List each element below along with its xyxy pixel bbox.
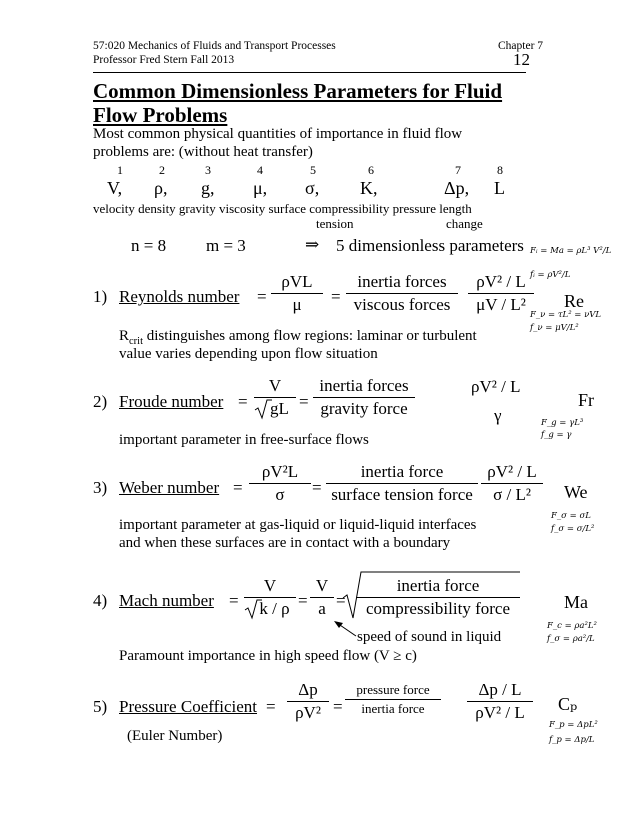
ma-name: Mach number xyxy=(119,591,214,610)
cp-frac1 xyxy=(287,680,329,723)
cp-name: Pressure Coefficient xyxy=(119,697,258,716)
ma-f2-num: V xyxy=(310,576,334,598)
fr-f3-den: γ xyxy=(494,406,502,425)
side-inertia-a: Fᵢ = Ma = ρL³ V²/L xyxy=(530,246,612,256)
ma-note1: Paramount importance in high speed flow (V ≥ c) xyxy=(119,648,417,664)
side-pressure-b: f_p = Δp/L xyxy=(549,735,595,745)
re-f3-num: ρV² / L xyxy=(468,272,534,294)
summary-n: n = 8 xyxy=(131,236,167,255)
re-f1-den: μ xyxy=(292,295,302,314)
qty-symbol: V, xyxy=(107,178,123,198)
re-note1: $R_{crit}$ distinguishes among flow regions: laminar or turbulent xyxy=(119,328,477,347)
qty-symbol: ρ, xyxy=(154,178,168,198)
qty-number: 7 xyxy=(455,163,461,177)
qty-symbol: σ, xyxy=(305,178,320,198)
we-note1: important parameter at gas-liquid or liquid-liquid interfaces xyxy=(119,517,477,533)
we-f1-num: ρV²L xyxy=(249,462,311,484)
ma-label: 4) xyxy=(93,591,108,610)
re-frac1 xyxy=(271,272,323,315)
qty-number: 2 xyxy=(159,163,165,177)
qty-number: 3 xyxy=(205,163,211,177)
side-comp-b: f_σ = ρa²/L xyxy=(547,634,595,644)
side-surface-a: F_σ = σL xyxy=(551,511,591,521)
implies-icon: ⇒ xyxy=(305,235,320,254)
we-f3-num: ρV² / L xyxy=(481,462,543,484)
qty-symbol: μ, xyxy=(253,178,268,198)
qty-number: 4 xyxy=(257,163,263,177)
cp-frac3 xyxy=(467,680,533,723)
cp-frac2 xyxy=(345,682,441,717)
cp-f3-num: Δp / L xyxy=(467,680,533,702)
qty-label-tension: tension xyxy=(316,216,354,231)
re-name: Reynolds number xyxy=(119,287,240,306)
ma-f3-den: compressibility force xyxy=(366,599,510,618)
fr-note1: important parameter in free-surface flows xyxy=(119,432,369,448)
we-name: Weber number xyxy=(119,478,220,497)
page-title-line1: Common Dimensionless Parameters for Fluid xyxy=(93,79,503,103)
we-f3-den: σ / L² xyxy=(493,485,531,504)
we-frac3 xyxy=(481,462,543,505)
cp-note1: (Euler Number) xyxy=(127,728,223,744)
we-label: 3) xyxy=(93,478,108,497)
cp-label: 5) xyxy=(93,697,108,716)
qty-symbol: Δp, xyxy=(444,178,470,198)
page-title-line2: Flow Problems xyxy=(93,103,228,127)
side-comp-a: F_c = ρa²L² xyxy=(547,621,597,631)
we-note2: and when these surfaces are in contact with a boundary xyxy=(119,535,451,551)
ma-f1-num: V xyxy=(244,576,296,598)
cp-f3-den: ρV² / L xyxy=(475,703,525,722)
ma-arrow-note: speed of sound in liquid xyxy=(357,629,502,645)
ma-frac3 xyxy=(356,576,520,619)
we-frac2 xyxy=(326,462,478,505)
qty-labels: velocity density gravity viscosity surface compressibility pressure length xyxy=(93,201,472,216)
course-title: 57:020 Mechanics of Fluids and Transport Processes xyxy=(93,40,336,52)
cp-equals: = xyxy=(266,697,276,716)
header-rule xyxy=(93,72,526,73)
chapter-label: Chapter 7 xyxy=(498,40,544,52)
cp-f1-num: Δp xyxy=(287,680,329,702)
re-f2-den: viscous forces xyxy=(353,295,451,314)
sqrt-icon xyxy=(244,598,264,620)
fr-name: Froude number xyxy=(119,392,224,411)
ma-f1-den: k / ρ xyxy=(259,599,290,618)
we-equals: = xyxy=(233,478,243,497)
fr-f1-num: V xyxy=(254,376,296,398)
ma-abbr: Ma xyxy=(564,592,588,612)
professor-line: Professor Fred Stern Fall 2013 xyxy=(93,54,235,66)
qty-symbol: L xyxy=(494,178,505,198)
qty-number: 8 xyxy=(497,163,503,177)
qty-symbol: g, xyxy=(201,178,215,198)
fr-f3-num: ρV² / L xyxy=(471,377,521,396)
re-equals: = xyxy=(257,287,267,306)
fr-f1-den: gL xyxy=(270,399,289,418)
cp-abbr: Cₚ xyxy=(558,694,578,714)
ma-f3-num: inertia force xyxy=(356,576,520,598)
re-label: 1) xyxy=(93,287,108,306)
summary-result: 5 dimensionless parameters xyxy=(336,236,524,255)
side-inertia-b: fᵢ = ρV²/L xyxy=(530,270,571,280)
cp-f2-num: pressure force xyxy=(345,682,441,700)
qty-label-change: change xyxy=(446,216,483,231)
intro-line1: Most common physical quantities of importance in fluid flow xyxy=(93,126,463,142)
cp-f2-den: inertia force xyxy=(361,701,425,716)
fr-abbr: Fr xyxy=(578,390,595,410)
page-number: 12 xyxy=(513,50,530,69)
re-frac3 xyxy=(468,272,534,315)
re-f2-num: inertia forces xyxy=(346,272,458,294)
side-viscous-b: f_ν = μV/L² xyxy=(530,323,579,333)
qty-number: 1 xyxy=(117,163,123,177)
side-gravity-b: f_g = γ xyxy=(541,430,572,440)
cp-f1-den: ρV² xyxy=(295,703,321,722)
side-surface-b: f_σ = σ/L² xyxy=(551,524,595,534)
side-viscous-a: F_ν = τL² = νVL xyxy=(530,310,602,320)
ma-frac2 xyxy=(310,576,334,619)
fr-frac2 xyxy=(313,376,415,419)
fr-label: 2) xyxy=(93,392,108,411)
fr-f2-num: inertia forces xyxy=(313,376,415,398)
we-f2-den: surface tension force xyxy=(331,485,473,504)
we-frac1 xyxy=(249,462,311,505)
qty-number: 6 xyxy=(368,163,374,177)
re-f3-den: μV / L² xyxy=(476,295,526,314)
sqrt-icon xyxy=(254,398,274,420)
side-gravity-a: F_g = γL³ xyxy=(541,418,584,428)
fr-equals: = xyxy=(238,392,248,411)
re-f1-num: ρVL xyxy=(271,272,323,294)
qty-symbol: K, xyxy=(360,178,378,198)
we-f1-den: σ xyxy=(275,485,285,504)
re-note2: value varies depending upon flow situation xyxy=(119,346,378,362)
summary-m: m = 3 xyxy=(206,236,246,255)
we-f2-num: inertia force xyxy=(326,462,478,484)
re-frac2 xyxy=(346,272,458,315)
re-abbr: Re xyxy=(564,291,584,311)
fr-f2-den: gravity force xyxy=(320,399,408,418)
ma-equals: = xyxy=(229,591,239,610)
qty-number: 5 xyxy=(310,163,316,177)
we-abbr: We xyxy=(564,482,588,502)
side-pressure-a: F_p = ΔpL² xyxy=(549,720,598,730)
intro-line2: problems are: (without heat transfer) xyxy=(93,144,313,160)
ma-f2-den: a xyxy=(318,599,326,618)
